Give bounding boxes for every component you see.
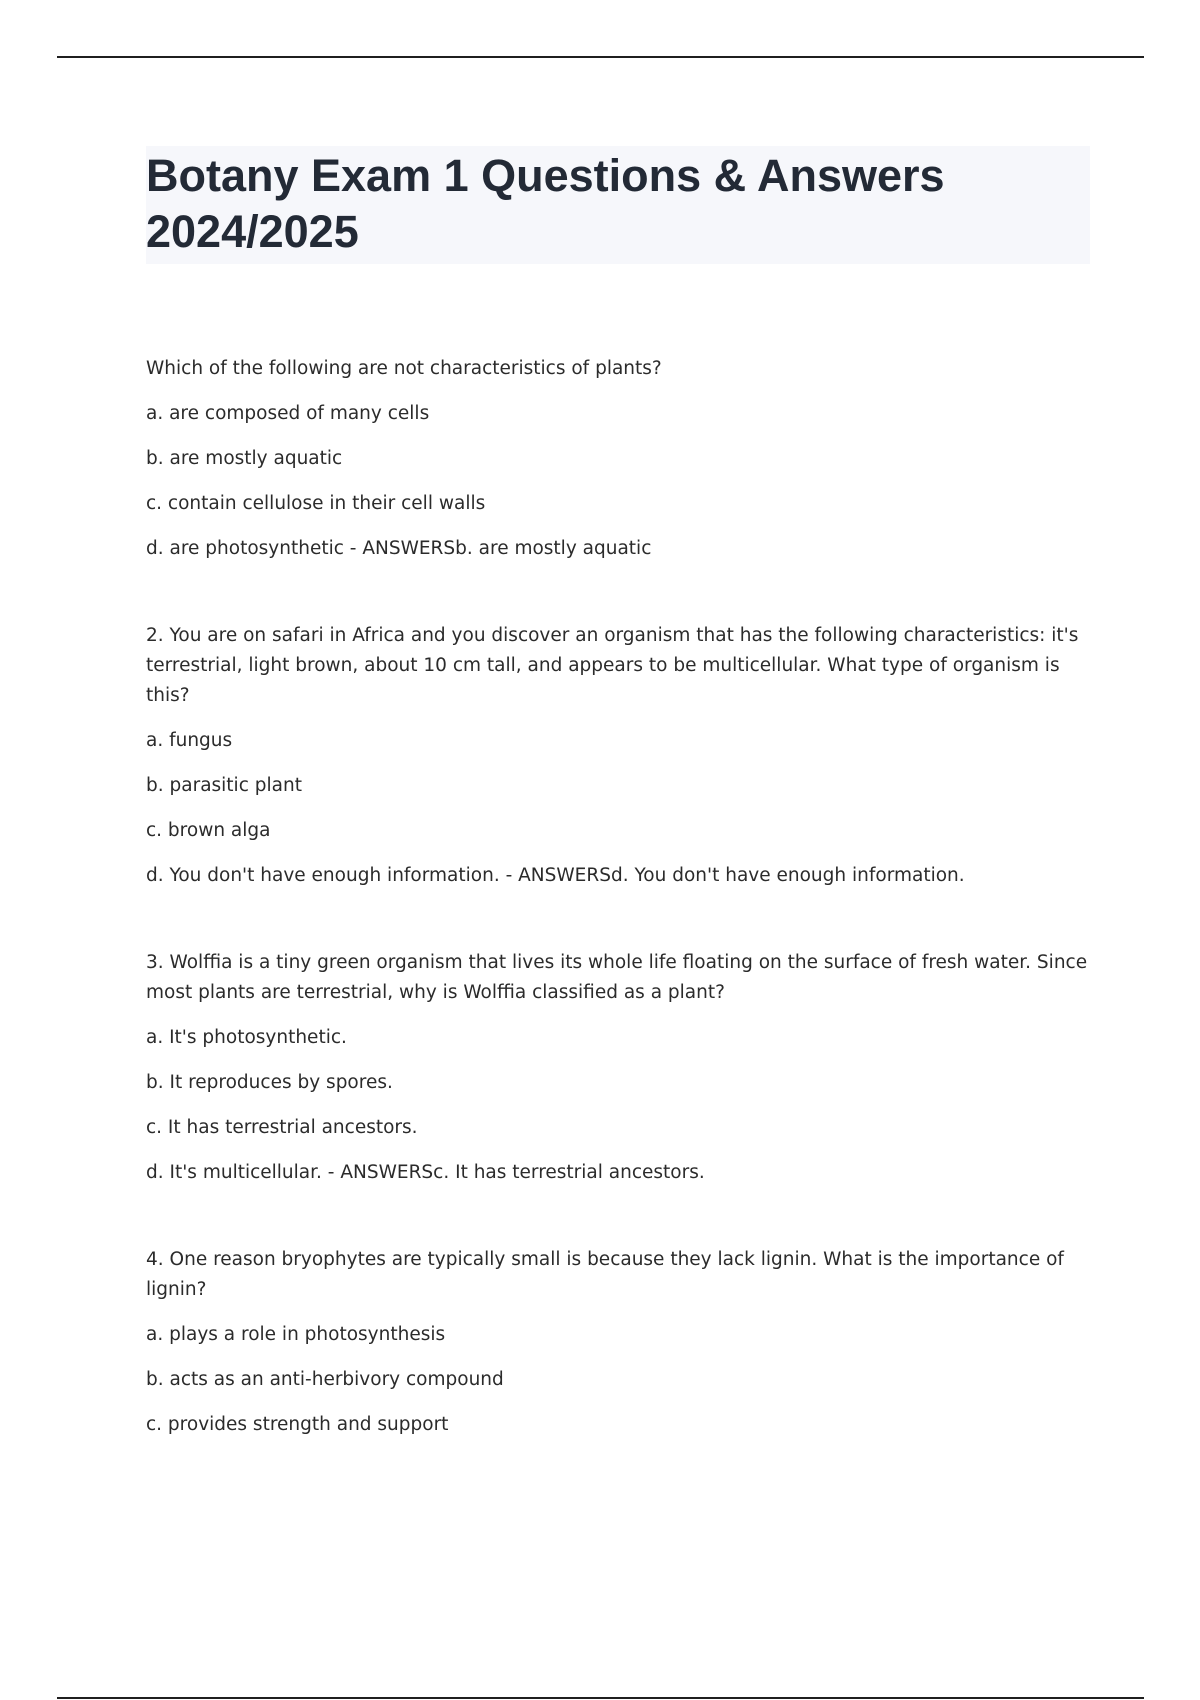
question-text: 4. One reason bryophytes are typically small is because they lack lignin. What is the importance of lignin? <box>146 1249 1064 1300</box>
option-a: a. It's photosynthetic. <box>146 1027 347 1048</box>
footer-rule <box>57 1697 1144 1699</box>
option-d-with-answer: d. You don't have enough information. - ANSWERSd. You don't have enough information. <box>146 865 965 886</box>
option-c: c. brown alga <box>146 820 271 841</box>
option-c: c. It has terrestrial ancestors. <box>146 1117 418 1138</box>
option-d-with-answer: d. are photosynthetic - ANSWERSb. are mostly aquatic <box>146 538 652 559</box>
option-b: b. It reproduces by spores. <box>146 1072 393 1093</box>
title-block <box>146 146 1090 264</box>
question-text: 3. Wolffia is a tiny green organism that lives its whole life floating on the surface of fresh water. Since most plants are terrestrial, why is Wolffia classified as a plant? <box>146 952 1088 1003</box>
option-a: a. fungus <box>146 730 233 751</box>
document-body <box>146 146 1090 1497</box>
question-list <box>146 354 1090 1440</box>
option-b: b. are mostly aquatic <box>146 448 343 469</box>
option-c: c. contain cellulose in their cell walls <box>146 493 486 514</box>
question-3 <box>146 948 1090 1188</box>
option-a: a. are composed of many cells <box>146 403 430 424</box>
question-1 <box>146 354 1090 564</box>
question-text: 2. You are on safari in Africa and you discover an organism that has the following characteristics: it's terrestrial, light brown, about 10 cm tall, and appears to be multicellular. What type of organism is this? <box>146 625 1079 706</box>
option-b: b. acts as an anti-herbivory compound <box>146 1369 504 1390</box>
header-rule <box>57 56 1144 58</box>
question-text: Which of the following are not characteristics of plants? <box>146 358 662 379</box>
option-d-with-answer: d. It's multicellular. - ANSWERSc. It has terrestrial ancestors. <box>146 1162 705 1183</box>
question-2 <box>146 621 1090 891</box>
option-a: a. plays a role in photosynthesis <box>146 1324 446 1345</box>
option-c: c. provides strength and support <box>146 1414 449 1435</box>
page-title: Botany Exam 1 Questions & Answers 2024/2025 <box>146 150 945 257</box>
option-b: b. parasitic plant <box>146 775 302 796</box>
question-4 <box>146 1245 1090 1440</box>
